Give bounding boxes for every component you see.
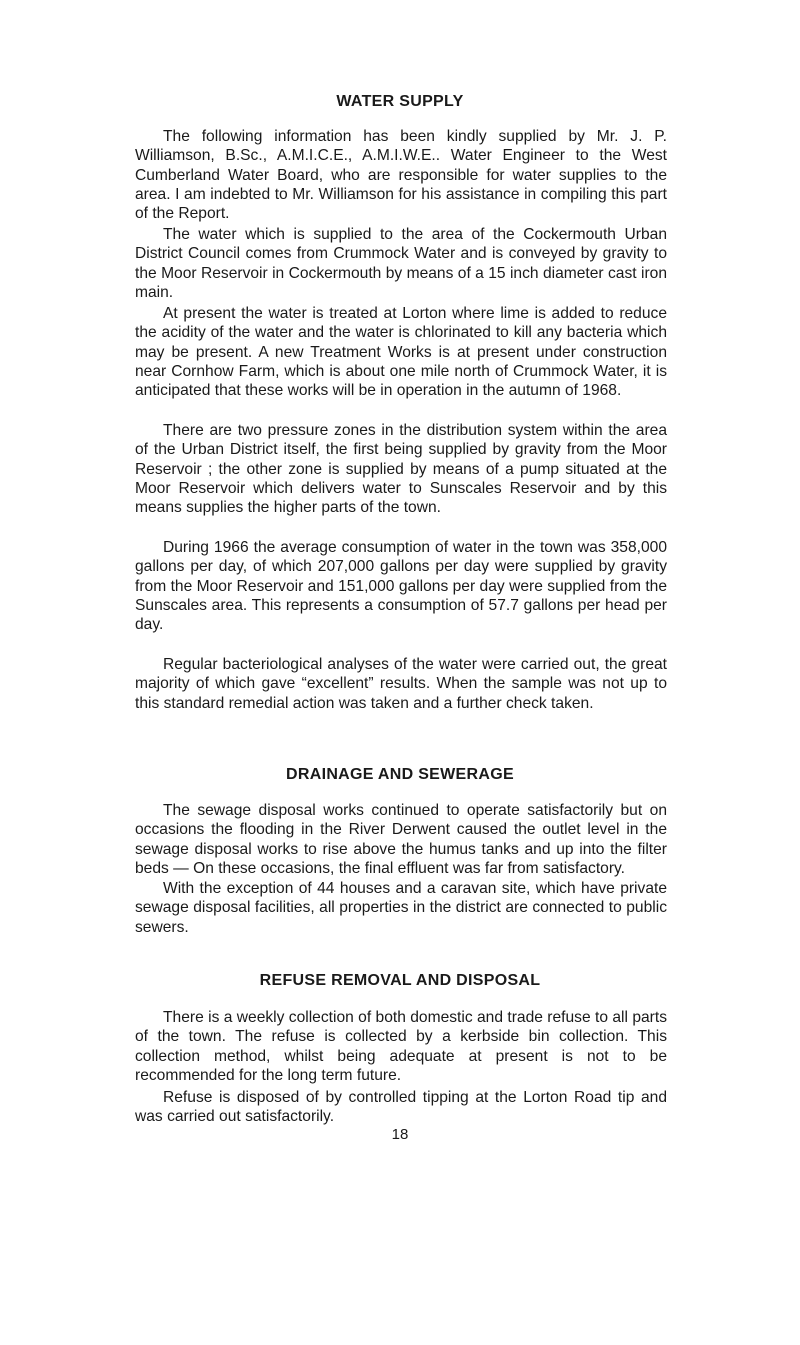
paragraph: During 1966 the average consumption of water in the town was 358,000 gallons per day, of which 207,000 gallons per day were supplied by gravity from the Moor Reservoir and 151,000 gallons per day were supplied from the Sunscales area. This represents a consumption of 57.7 gallons per head per day.	[135, 539, 667, 634]
paragraph: Refuse is disposed of by controlled tipping at the Lorton Road tip and was carried out satisfactorily.	[135, 1089, 667, 1126]
page-number: 18	[391, 1126, 409, 1143]
section-heading-water-supply: WATER SUPPLY	[336, 93, 464, 110]
section-heading-drainage-and-sewerage: DRAINAGE AND SEWERAGE	[286, 766, 514, 783]
paragraph: The water which is supplied to the area of the Cockermouth Urban District Council comes from Crummock Water and is conveyed by gravity to the Moor Reservoir in Cockermouth by means of a 15 inch diameter cast iron main.	[135, 226, 667, 301]
paragraph: The following information has been kindly supplied by Mr. J. P. Williamson, B.Sc., A.M.I.C.E., A.M.I.W.E.. Water Engineer to the West Cumberland Water Board, who are responsible for water supplies to the area. I am indebted to Mr. Williamson for his assistance in compiling this part of the Report.	[135, 128, 667, 223]
section-heading-refuse-removal-and-disposal: REFUSE REMOVAL AND DISPOSAL	[259, 972, 541, 989]
paragraph: The sewage disposal works continued to operate satisfactorily but on occasions the flooding in the River Derwent caused the outlet level in the sewage disposal works to rise above the humus tanks and up into the filter beds — On these occasions, the final effluent was far from satisfactory.	[135, 802, 667, 877]
paragraph: Regular bacteriological analyses of the water were carried out, the great majority of which gave “excellent” results. When the sample was not up to this standard remedial action was taken and a further check taken.	[135, 656, 667, 712]
paragraph: There are two pressure zones in the distribution system within the area of the Urban District itself, the first being supplied by gravity from the Moor Reservoir ; the other zone is supplied by means of a pump situated at the Moor Reservoir which delivers water to Sunscales Reservoir and by this means supplies the higher parts of the town.	[135, 422, 667, 517]
paragraph: With the exception of 44 houses and a caravan site, which have private sewage disposal facilities, all properties in the district are connected to public sewers.	[135, 880, 667, 936]
paragraph: At present the water is treated at Lorton where lime is added to reduce the acidity of the water and the water is chlorinated to kill any bacteria which may be present. A new Treatment Works is at present under construction near Cornhow Farm, which is about one mile north of Crummock Water, it is anticipated that these works will be in operation in the autumn of 1968.	[135, 305, 667, 400]
paragraph: There is a weekly collection of both domestic and trade refuse to all parts of the town. The refuse is collected by a kerbside bin collection. This collection method, whilst being adequate at present is not to be recommended for the long term future.	[135, 1009, 667, 1084]
